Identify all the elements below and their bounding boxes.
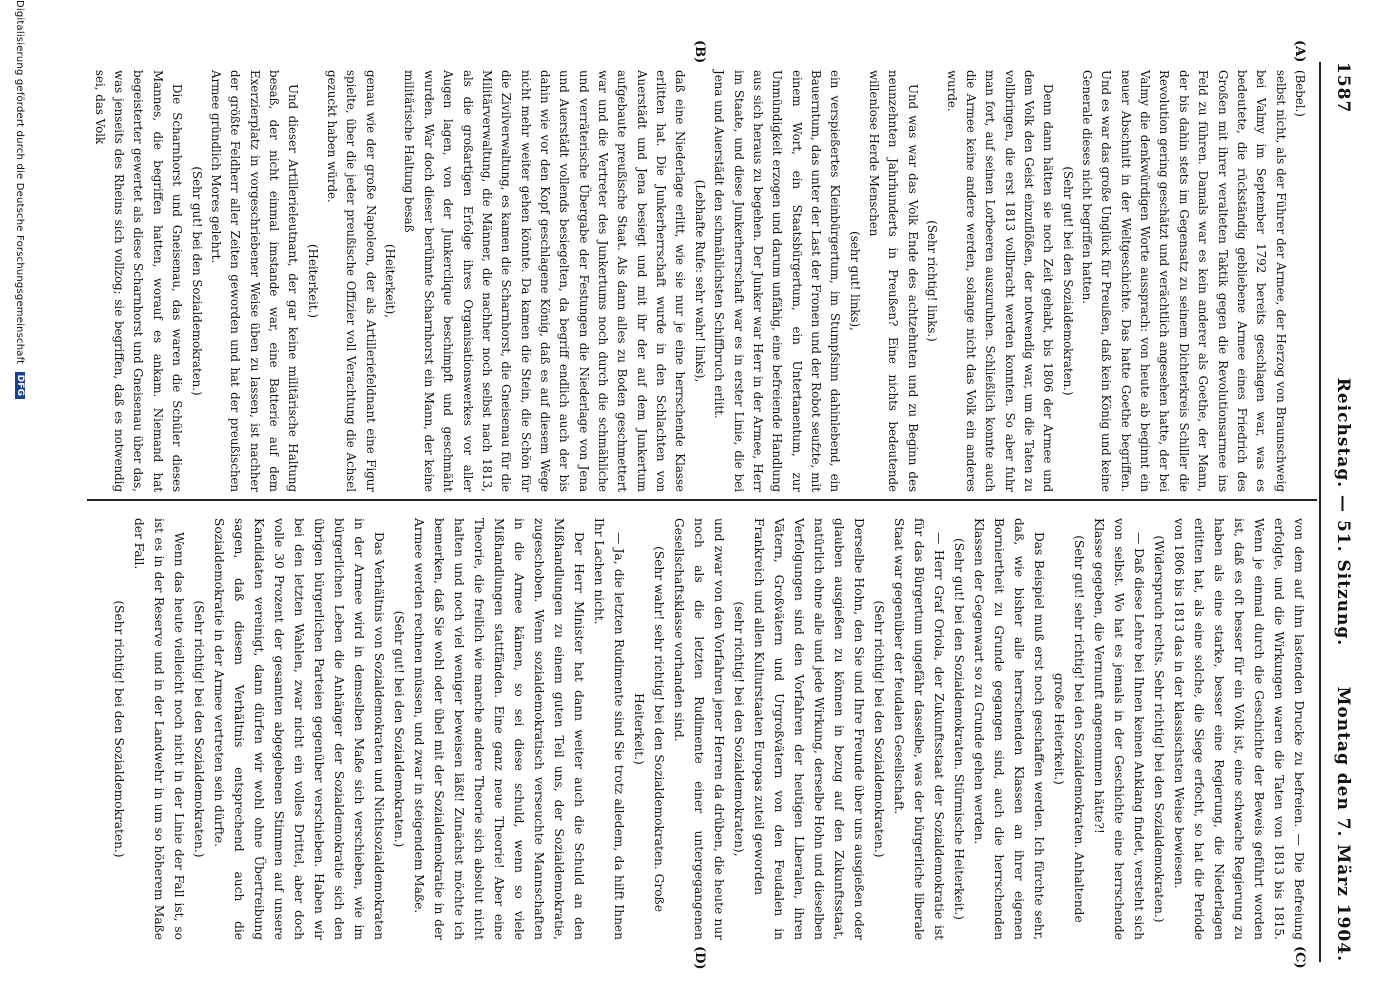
right-text-column xyxy=(109,518,1309,940)
paragraph: genau wie der große Napoleon, der als Artilleriefeldnant eine Figur spielte, über die jeder preußische Offizier voll Verachtung die Achsel gezuckt haben würde. xyxy=(325,70,378,492)
interjection: (Sehr gut! bei den Sozialdemokraten.) xyxy=(392,610,406,848)
paragraph: selbst nicht, als der Führer der Armee, der Herzog von Braunschweig bei Valmy im September 1792 bereits geschlagen war, was es bedeutete, die rückständig gebliebene Armee eines Friedrich des Großen mit ihrer veralteten Taktik gegen die Revolutionsarmee ins Feld zu führen. Damals war es kein anderer als Goethe, der Mann, der bis dahin stets im Gegensatz zu seinem Dichterkreis Schiller die Revolution gering geschätzt und verächtlich angesehen hatte, der bei Valmy die denkwürdigen Worte aussprach: von heute ab beginnt ein neuer Abschnitt in der Weltgeschichte. Das hatte Goethe begriffen. Und es war das große Unglück für Preußen, daß kein König und keine Generale dieses nicht begriffen hatten. xyxy=(1080,70,1288,492)
session-date: Montag den 7. März 1904. xyxy=(1333,686,1353,962)
paragraph: — Ja, die letzten Rudimente sind Sie trotz alledem, da hilft Ihnen Ihr Lachen nicht. xyxy=(592,518,626,940)
digitization-note: Digitalisierung gefördert durch die Deutsche Forschungsgemeinschaft xyxy=(14,0,25,365)
interjection: (sehr gut! links), xyxy=(847,231,862,331)
interjection: (Heiterkeit.) xyxy=(305,243,320,318)
paragraph: daß eine Niederlage erlitt, wie sie nur je eine herrschende Klasse erlitten hat. Die Junkerherrschaft wurde in den Schlachten von Auerstädt und Jena besiegt und mit ihr der auf dem Junkertum aufgebaute preußische Staat. Als dann alles zu Boden geschmettert war und die Vertreter des Junkertums noch durch die schmähliche und verräterische Übergabe der Festungen die Niederlage von Jena und Auerstädt vollends besiegelten, da begriff endlich auch der bis dahin wie vor den Kopf geschlagene König, daß es auf diesem Wege nicht mehr weiter gehen könnte. Da kamen die Stein, die Schön für die Zivilverwaltung, es kamen die Scharnhorst, die Gneisenau für die Militärverwaltung, die Männer, die nachher noch selbst nach 1813, als die großartigen Erfolge ihres Organisationswerkes vor aller Augen lagen, von der Junkerclique beschimpft und geschmäht wurden. War doch dieser berühmte Scharnhorst ein Mann, der keine militärische Haltung besaß xyxy=(402,70,688,492)
page-header xyxy=(1317,62,1357,962)
interjection: (Sehr gut! bei den Sozialdemokraten.) xyxy=(1060,166,1075,396)
interjection: (Sehr gut! bei den Sozialdemokraten. Stürmische Heiterkeit.) xyxy=(952,537,966,921)
interjection: (Widerspruch rechts. Sehr richtig! bei den Sozialdemokraten.) xyxy=(1152,535,1166,923)
interjection: (Sehr richtig! links.) xyxy=(925,220,940,342)
paragraph: ein verspießertes Kleinbürgertum, im Stumpfsinn dahinlebend, ein Bauerntum, das unter der Last der Fronen und der Robot seufzte, mit einem Wort, ein Staatsbürgertum, ein Untertanentum, zur Unmündigkeit erzogen und darum unfähig, eine befreiende Handlung aus sich heraus zu begehen. Der Junker war Herr in der Armee, Herr im Staate, und diese Junkerherrschaft war es in erster Linie, die bei Jena und Auerstädt den schmählichsten Schiffbruch erlitt. xyxy=(712,70,843,492)
interjection: (Sehr richtig! bei den Sozialdemokraten.) xyxy=(192,600,206,858)
paragraph: Und was war das Volk Ende des achtzehnten und zu Beginn des neunzehnten Jahrhunderts in Preußen? Eine nichts bedeutende willenlose Herde Menschen xyxy=(867,70,920,492)
paragraph: Das Verhältnis von Sozialdemokraten und Nichtsozialdemokraten in der Armee wird in demselben Maße sich verschieben, wie im bürgerlichen Leben die Anhänger der Sozialdemokratie sich den übrigen bürgerlichen Parteien gegenüber verschieben. Haben wir bei den letzten Wahlen, zwar nicht ein volles Drittel, aber doch volle 30 Prozent der gesamten abgegebenen Stimmen auf unsere Kandidaten vereinigt, dann dürfen wir wohl ohne Übertreibung sagen, daß diesem Verhältnis entsprechend auch die Sozialdemokratie in der Armee vertreten sein dürfte. xyxy=(212,518,386,940)
digitization-footer xyxy=(14,0,25,1000)
paragraph: — Herr Graf Oriola, der Zukunftsstaat der Sozialdemokratie ist für das Bürgertum ungefähr dasselbe, was der bürgerliche liberale Staat war gegenüber der feudalen Gesellschaft. xyxy=(892,518,946,940)
paragraph: Wenn das heute vielleicht noch nicht in der Linie der Fall ist, so ist es in der Reserve und in der Landwehr in um so höherem Maße der Fall. xyxy=(132,518,186,940)
interjection: (Lebhafte Rufe: sehr wahr! links), xyxy=(692,179,707,383)
margin-marker-b: (B) xyxy=(692,40,707,64)
paragraph: Das Beispiel muß erst noch geschaffen werden. Ich fürchte sehr, daß, wie bisher alle herrschenden Klassen an ihrer eigenen Borniertheit zu Grunde gegangen sind, auch die herrschenden Klassen der Gegenwart so zu Grunde gehen werden. xyxy=(972,518,1046,940)
interjection: (Sehr wahr! sehr richtig! bei den Sozialdemokraten. Große Heiterkeit.) xyxy=(632,546,666,912)
page-number: 1587 xyxy=(1333,62,1353,114)
margin-marker-d: (D) xyxy=(692,946,707,970)
paragraph: — Daß diese Lehre bei Ihnen keinen Anklang findet, versteht sich von selbst. Wo hat es jemals in der Geschichte eine herrschende Klasse gegeben, die Vernunft angenommen hätte?! xyxy=(1092,518,1146,940)
margin-marker-c: (C) xyxy=(1292,946,1307,969)
left-text-column xyxy=(89,70,1309,492)
interjection: (sehr richtig! bei den Sozialdemokraten), xyxy=(732,601,746,857)
paragraph: Die Scharnhorst und Gneisenau, das waren die Schüler dieses Mannes, die begriffen hatten, worauf es ankam. Niemand hat begeisterter gewertet als diese Scharnhorst und Gneisenau über das, was jenseits des Rheins sich vollzog; sie begriffen, daß es notwendig sei, das Volk xyxy=(92,70,185,492)
column-divider xyxy=(87,499,1317,501)
paragraph: und zwar von den Vorfahren jener Herren da drüben, die heute nur noch als die letzten Rudimente einer untergegangenen Gesellschaftsklasse vorhanden sind. xyxy=(672,518,726,940)
interjection: (Sehr richtig! bei den Sozialdemokraten.) xyxy=(872,600,886,858)
interjection: (Sehr richtig! bei den Sozialdemokraten.) xyxy=(112,600,126,858)
paragraph: von dem auf ihm lastenden Drucke zu befreien. — Die Befreiung erfolgte, und die Wirkungen waren die Taten von 1813 bis 1815. Wenn je einmal durch die Geschichte der Beweis geführt worden ist, daß es oft besser für ein Volk ist, eine schwache Regierung zu haben als eine starke, besser eine Regierung, die Niederlagen erlitten hat, als eine solche, die Siege erfocht, so hat die Periode von 1806 bis 1813 das in der klassischsten Weise bewiesen. xyxy=(1172,518,1306,940)
interjection: (Sehr gut! bei den Sozialdemokraten.) xyxy=(189,166,204,396)
running-title: Reichstag. — 51. Sitzung. xyxy=(1333,377,1353,647)
speaker-label: (Bebel.) xyxy=(1293,70,1307,117)
margin-marker-a: (A) xyxy=(1292,40,1307,63)
interjection: (Sehr gut! sehr richtig! bei den Sozialdemokraten. Anhaltende große Heiterkeit.) xyxy=(1052,535,1086,923)
paragraph: Und dieser Artillerieleutnant, der gar keine militärische Haltung besaß, der nicht einmal imstande war, eine Batterie auf dem Exerzierplatz in vorgeschriebener Weise üben zu lassen, ist nachher der größte Feldherr aller Zeiten geworden und hat der preußischen Armee gründlich Mores gelehrt. xyxy=(208,70,301,492)
paragraph: Derselbe Hohn, den Sie und Ihre Freunde über uns ausgießen oder glauben ausgießen zu können in bezug auf den Zukunftsstaat, natürlich ohne alle und jede Wirkung, derselbe Hohn und dieselben Verfolgungen sind den Vorfahren der heutigen Liberalen, ihren Vätern, Großvätern und Urgroßvätern von den Feudalen in Frankreich und allen Kulturstaaten Europas zuteil geworden xyxy=(752,518,866,940)
dfg-logo: DFG xyxy=(15,372,25,400)
paragraph: Der Herr Minister hat dann weiter auch die Schuld an den Mißhandlungen zu einem guten Teil uns, der Sozialdemokratie, zugeschoben. Wenn sozialdemokratisch verseuchte Mannschaften in die Armee kämen, so sei diese schuld, wenn so viele Mißhandlungen stattfänden. Eine ganz neue Theorie! Aber eine Theorie, die freilich wie manche andere Theorie sich absolut nicht halten und noch viel weniger beweisen läßt! Zunächst möchte ich bemerken, daß Sie wohl oder übel mit der Sozialdemokratie in der Armee werden rechnen müssen, und zwar in steigendem Maße. xyxy=(412,518,586,940)
interjection: (Heiterkeit), xyxy=(383,243,398,318)
paragraph: Denn dann hätten sie noch Zeit gehabt, bis 1806 der Armee und dem Volk den Geist einzuflößen, der notwendig war, um die Taten zu vollbringen, die erst 1813 vollbracht werden konnten. So aber fuhr man fort, auf seinen Lorbeeren auszuruhen. Schließlich konnte auch die Armee keine andere werden, solange nicht das Volk ein anderes wurde. xyxy=(944,70,1056,492)
header-rule xyxy=(1319,62,1321,962)
